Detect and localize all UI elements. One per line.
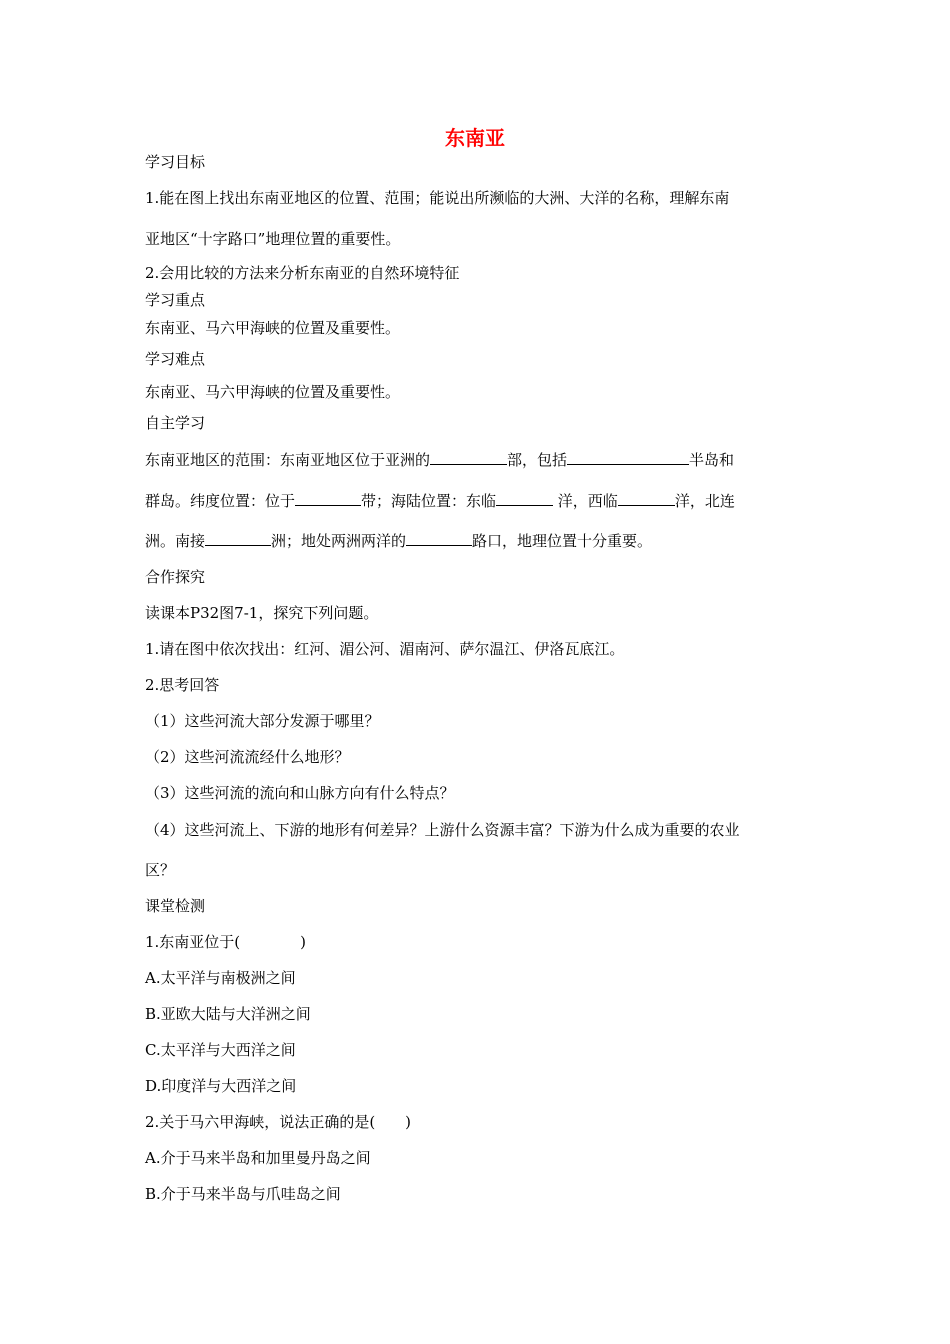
test-1-option-a: A.太平洋与南极洲之间: [145, 969, 296, 987]
coop-task-1: 1.请在图中依次找出：红河、湄公河、湄南河、萨尔温江、伊洛瓦底江。: [145, 640, 625, 658]
question-4-line-1: （4）这些河流上、下游的地形有何差异？上游什么资源丰富？下游为什么成为重要的农业: [145, 821, 740, 839]
test-1-option-c: C.太平洋与大西洋之间: [145, 1041, 296, 1059]
test-question-1: 1.东南亚位于( ): [145, 933, 307, 951]
fill-text: 半岛和: [689, 451, 735, 469]
heading-cooperation: 合作探究: [145, 568, 206, 586]
heading-learning-goals: 学习目标: [145, 153, 206, 171]
key-points-text: 东南亚、马六甲海峡的位置及重要性。: [145, 319, 401, 337]
goal-1-line-2: 亚地区“十字路口”地理位置的重要性。: [145, 230, 401, 248]
coop-intro: 读课本P32图7-1，探究下列问题。: [145, 604, 379, 622]
question-1: （1）这些河流大部分发源于哪里？: [145, 712, 380, 730]
answer-blank[interactable]: [618, 490, 675, 506]
heading-difficulties: 学习难点: [145, 350, 206, 368]
fill-line-1: [145, 449, 810, 471]
question-4-line-2: 区？: [145, 861, 176, 879]
fill-text: 洲；地处两洲两洋的: [271, 532, 407, 550]
fill-text: 洲。南接: [145, 532, 206, 550]
fill-text: 带；海陆位置：东临: [361, 492, 497, 510]
goal-1-text-1: 1.能在图上找出东南亚地区的位置、范围；能说出所濒临的大洲、大洋的名称，理解东南: [145, 189, 730, 207]
test-1-option-b: B.亚欧大陆与大洋洲之间: [145, 1005, 311, 1023]
fill-line-3: [145, 530, 810, 552]
fill-text: 部，包括: [507, 451, 568, 469]
question-3: （3）这些河流的流向和山脉方向有什么特点？: [145, 784, 455, 802]
page-title: 东南亚: [445, 126, 505, 150]
difficulties-text: 东南亚、马六甲海峡的位置及重要性。: [145, 383, 401, 401]
answer-blank[interactable]: [205, 530, 271, 546]
test-2-option-b: B.介于马来半岛与爪哇岛之间: [145, 1185, 341, 1203]
goal-2: 2.会用比较的方法来分析东南亚的自然环境特征: [145, 264, 460, 282]
test-2-option-a: A.介于马来半岛和加里曼丹岛之间: [145, 1149, 371, 1167]
fill-line-2: [145, 490, 810, 512]
question-2: （2）这些河流流经什么地形？: [145, 748, 350, 766]
answer-blank[interactable]: [496, 490, 553, 506]
fill-text: 洋，西临: [553, 492, 618, 510]
goal-1-line-1: [145, 187, 810, 209]
heading-class-test: 课堂检测: [145, 897, 206, 915]
answer-blank[interactable]: [406, 530, 472, 546]
fill-text: 路口，地理位置十分重要。: [472, 532, 653, 550]
heading-key-points: 学习重点: [145, 291, 206, 309]
answer-blank[interactable]: [567, 449, 689, 465]
answer-blank[interactable]: [430, 449, 507, 465]
fill-text: 洋，北连: [674, 492, 735, 510]
test-question-2: 2.关于马六甲海峡，说法正确的是( ): [145, 1113, 412, 1131]
test-1-option-d: D.印度洋与大西洋之间: [145, 1077, 297, 1095]
fill-text: 东南亚地区的范围：东南亚地区位于亚洲的: [145, 451, 431, 469]
fill-text: 群岛。纬度位置：位于: [145, 492, 296, 510]
coop-task-2: 2.思考回答: [145, 676, 220, 694]
heading-self-study: 自主学习: [145, 414, 206, 432]
answer-blank[interactable]: [295, 490, 361, 506]
